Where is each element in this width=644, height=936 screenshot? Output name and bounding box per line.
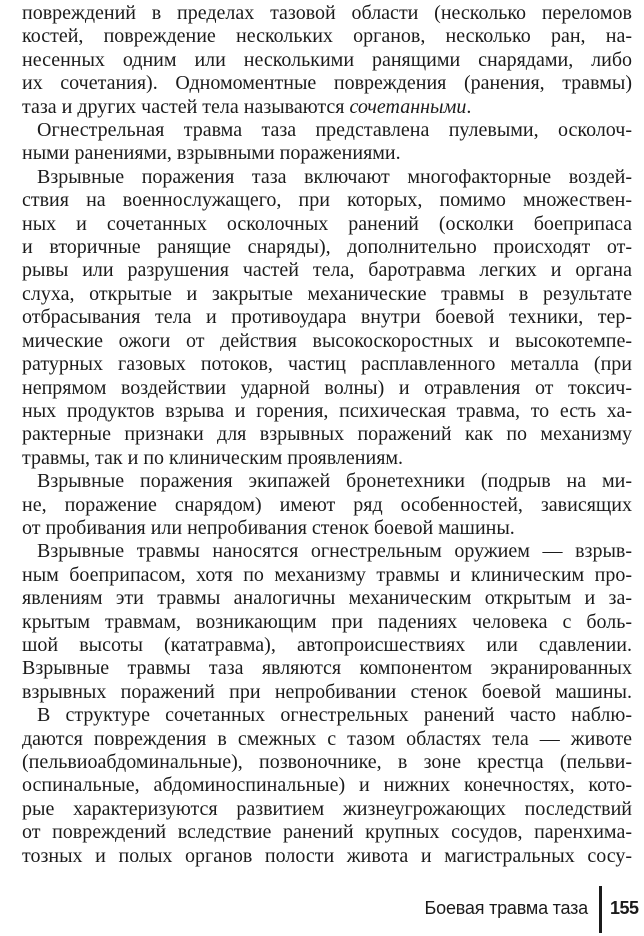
- text-line: даются повреждения в смежных с тазом областях тела — животе: [22, 727, 632, 750]
- text-line: повреждений в пределах тазовой области (несколько переломов: [22, 2, 632, 24]
- text-line: оспинальные, абдоминоспинальные) и нижних конечностях, кото-: [22, 774, 632, 797]
- text-segment: .: [466, 95, 472, 118]
- paragraph: [22, 470, 632, 540]
- text-line: Взрывные травмы таза являются компонентом экранированных: [22, 657, 632, 680]
- text-line: рактерные признаки для взрывных поражений как по механизму: [22, 423, 632, 446]
- text-line: травмы, так и по клиническим проявлениям.: [22, 446, 404, 469]
- text-line: мические ожоги от действия высокоскоростных и высокотемпе-: [22, 329, 632, 352]
- text-line: ным боеприпасом, хотя по механизму травмы и клиническим про-: [22, 563, 632, 586]
- text-line: не, поражение снарядом) имеют ряд особенностей, зависящих: [22, 493, 632, 516]
- footer-divider: [599, 886, 602, 933]
- text-line: взрывных поражений при непробивании стенок боевой машины.: [22, 680, 632, 703]
- text-line: [22, 96, 632, 119]
- text-line: непрямом воздействии ударной волны) и отравления от токсич-: [22, 376, 632, 399]
- text-line: Взрывные травмы наносятся огнестрельным оружием — взрыв-: [37, 540, 632, 563]
- text-line: от пробивания или непробивания стенок боевой машины.: [22, 516, 515, 539]
- text-line: Огнестрельная травма таза представлена пулевыми, осколоч-: [37, 119, 632, 142]
- text-line: костей, повреждение нескольких органов, несколько ран, на-: [22, 25, 632, 48]
- paragraph: [22, 166, 632, 470]
- text-line: (пельвиоабдоминальные), позвоночнике, в зоне крестца (пельви-: [22, 751, 632, 773]
- text-line: ных и сочетанных осколочных ранений (осколки боеприпаса: [22, 212, 632, 235]
- text-line: отбрасывания тела и противоудара внутри боевой техники, тер-: [22, 306, 632, 329]
- text-line: Взрывные поражения экипажей бронетехники (подрыв на ми-: [37, 470, 632, 493]
- text-line: крытым травмам, возникающим при падениях человека с боль-: [22, 610, 632, 633]
- italic-term: сочетанными: [349, 95, 467, 118]
- text-line: и вторичные ранящие снаряды), дополнительно происходят от-: [22, 236, 632, 259]
- text-line: шой высоты (кататравма), автопроисшествиях или сдавлении.: [22, 633, 632, 656]
- text-line: В структуре сочетанных огнестрельных ранений часто наблю-: [37, 704, 632, 727]
- text-line: слуха, открытые и закрытые механические травмы в результате: [22, 282, 632, 305]
- running-title: Боевая травма таза: [424, 898, 588, 918]
- text-line: ратурных газовых потоков, частиц расплавленного металла (при: [22, 353, 632, 376]
- page-number: 155: [610, 898, 639, 918]
- paragraph: [22, 540, 632, 704]
- text-line: от повреждений вследствие ранений крупных сосудов, паренхима-: [22, 821, 632, 844]
- text-line: их сочетания). Одномоментные повреждения (ранения, травмы): [22, 72, 632, 95]
- text-line: ствия на военнослужащего, при которых, помимо множествен-: [22, 189, 632, 212]
- text-line: рывы или разрушения частей тела, баротравма легких и органа: [22, 259, 632, 282]
- paragraph: [22, 119, 632, 166]
- paragraph: [22, 2, 632, 119]
- text-line: рые характеризуются развитием жизнеугрожающих последствий: [22, 797, 632, 820]
- text-line: несенных одним или несколькими ранящими снарядами, либо: [22, 48, 632, 71]
- text-line: ных продуктов взрыва и горения, психическая травма, то есть ха-: [22, 399, 632, 422]
- body-text: [22, 2, 632, 868]
- text-line: ными ранениями, взрывными поражениями.: [22, 142, 401, 165]
- text-line: тозных и полых органов полости живота и магистральных сосу-: [22, 844, 632, 867]
- text-line: Взрывные поражения таза включают многофакторные воздей-: [37, 165, 632, 188]
- text-line: явлениям эти травмы аналогичны механическим открытым и за-: [22, 587, 632, 610]
- text-segment: таза и других частей тела называются: [22, 95, 350, 118]
- paragraph: [22, 704, 632, 868]
